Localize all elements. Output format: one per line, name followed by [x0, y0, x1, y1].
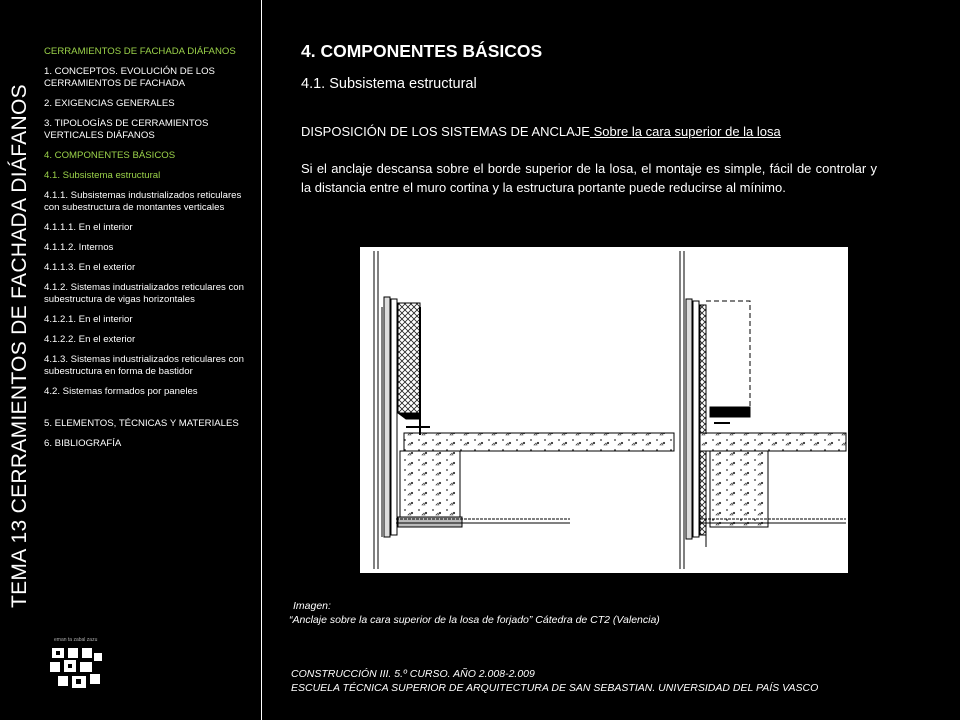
nav-item[interactable]: 1. CONCEPTOS. EVOLUCIÓN DE LOS CERRAMIENTOS DE FACHADA	[44, 66, 215, 89]
caption-label: Imagen:	[293, 600, 331, 612]
nav-item[interactable]: 6. BIBLIOGRAFÍA	[44, 438, 122, 449]
footer-school: ESCUELA TÉCNICA SUPERIOR DE ARQUITECTURA DE SAN SEBASTIAN. UNIVERSIDAD DEL PAÍS VASCO	[291, 682, 819, 694]
nav-header[interactable]: CERRAMIENTOS DE FACHADA DIÁFANOS	[44, 46, 236, 57]
nav-item[interactable]: 3. TIPOLOGÍAS DE CERRAMIENTOS VERTICALES DIÁFANOS	[44, 118, 209, 141]
page-title: 4. COMPONENTES BÁSICOS	[301, 41, 543, 61]
nav-items	[44, 66, 258, 450]
nav-item[interactable]: 4.1.1.1. En el interior	[44, 222, 133, 233]
section-underlined: Sobre la cara superior de la losa	[589, 124, 781, 139]
anchorage-drawing	[360, 247, 848, 573]
section-heading	[301, 124, 781, 139]
body-paragraph: Si el anclaje descansa sobre el borde superior de la losa, el montaje es simple, fácil de controlar y la distancia entre el muro cortina y la estructura portante puede reducirse al mínimo.	[301, 161, 877, 195]
nav-item[interactable]: 4.1.3. Sistemas industrializados reticulares con subestructura en forma de bastidor	[44, 354, 244, 377]
caption-text: “Anclaje sobre la cara superior de la losa de forjado” Cátedra de CT2 (Valencia)	[289, 614, 660, 626]
page-subtitle: 4.1. Subsistema estructural	[301, 76, 477, 92]
footer-course: CONSTRUCCIÓN III. 5.º CURSO. AÑO 2.008-2.009	[291, 668, 535, 680]
nav-item[interactable]: 2. EXIGENCIAS GENERALES	[44, 98, 175, 109]
nav-item[interactable]: 4.1.1.3. En el exterior	[44, 262, 136, 273]
nav-item[interactable]: 5. ELEMENTOS, TÉCNICAS Y MATERIALES	[44, 418, 239, 429]
nav-item[interactable]: 4.1. Subsistema estructural	[44, 170, 161, 181]
nav-item[interactable]: 4.1.1.2. Internos	[44, 242, 114, 253]
nav-item[interactable]: 4.1.2. Sistemas industrializados reticulares con subestructura de vigas horizontales	[44, 282, 244, 305]
nav-item[interactable]: 4.2. Sistemas formados por paneles	[44, 386, 198, 397]
vertical-title-text: TEMA 13 CERRAMIENTOS DE FACHADA DIÁFANOS	[8, 84, 31, 608]
section-label: DISPOSICIÓN DE LOS SISTEMAS DE ANCLAJE	[301, 124, 590, 139]
nav-item[interactable]: 4. COMPONENTES BÁSICOS	[44, 150, 176, 161]
nav-item[interactable]: 4.1.2.2. En el exterior	[44, 334, 136, 345]
sidebar-divider	[261, 0, 262, 720]
logo-caption: eman ta zabal zazu	[54, 637, 98, 643]
nav-item[interactable]: 4.1.2.1. En el interior	[44, 314, 133, 325]
nav-item[interactable]: 4.1.1. Subsistemas industrializados reticulares con subestructura de montantes verticales	[44, 190, 242, 213]
sidebar-nav	[44, 46, 258, 450]
university-logo	[48, 645, 106, 691]
